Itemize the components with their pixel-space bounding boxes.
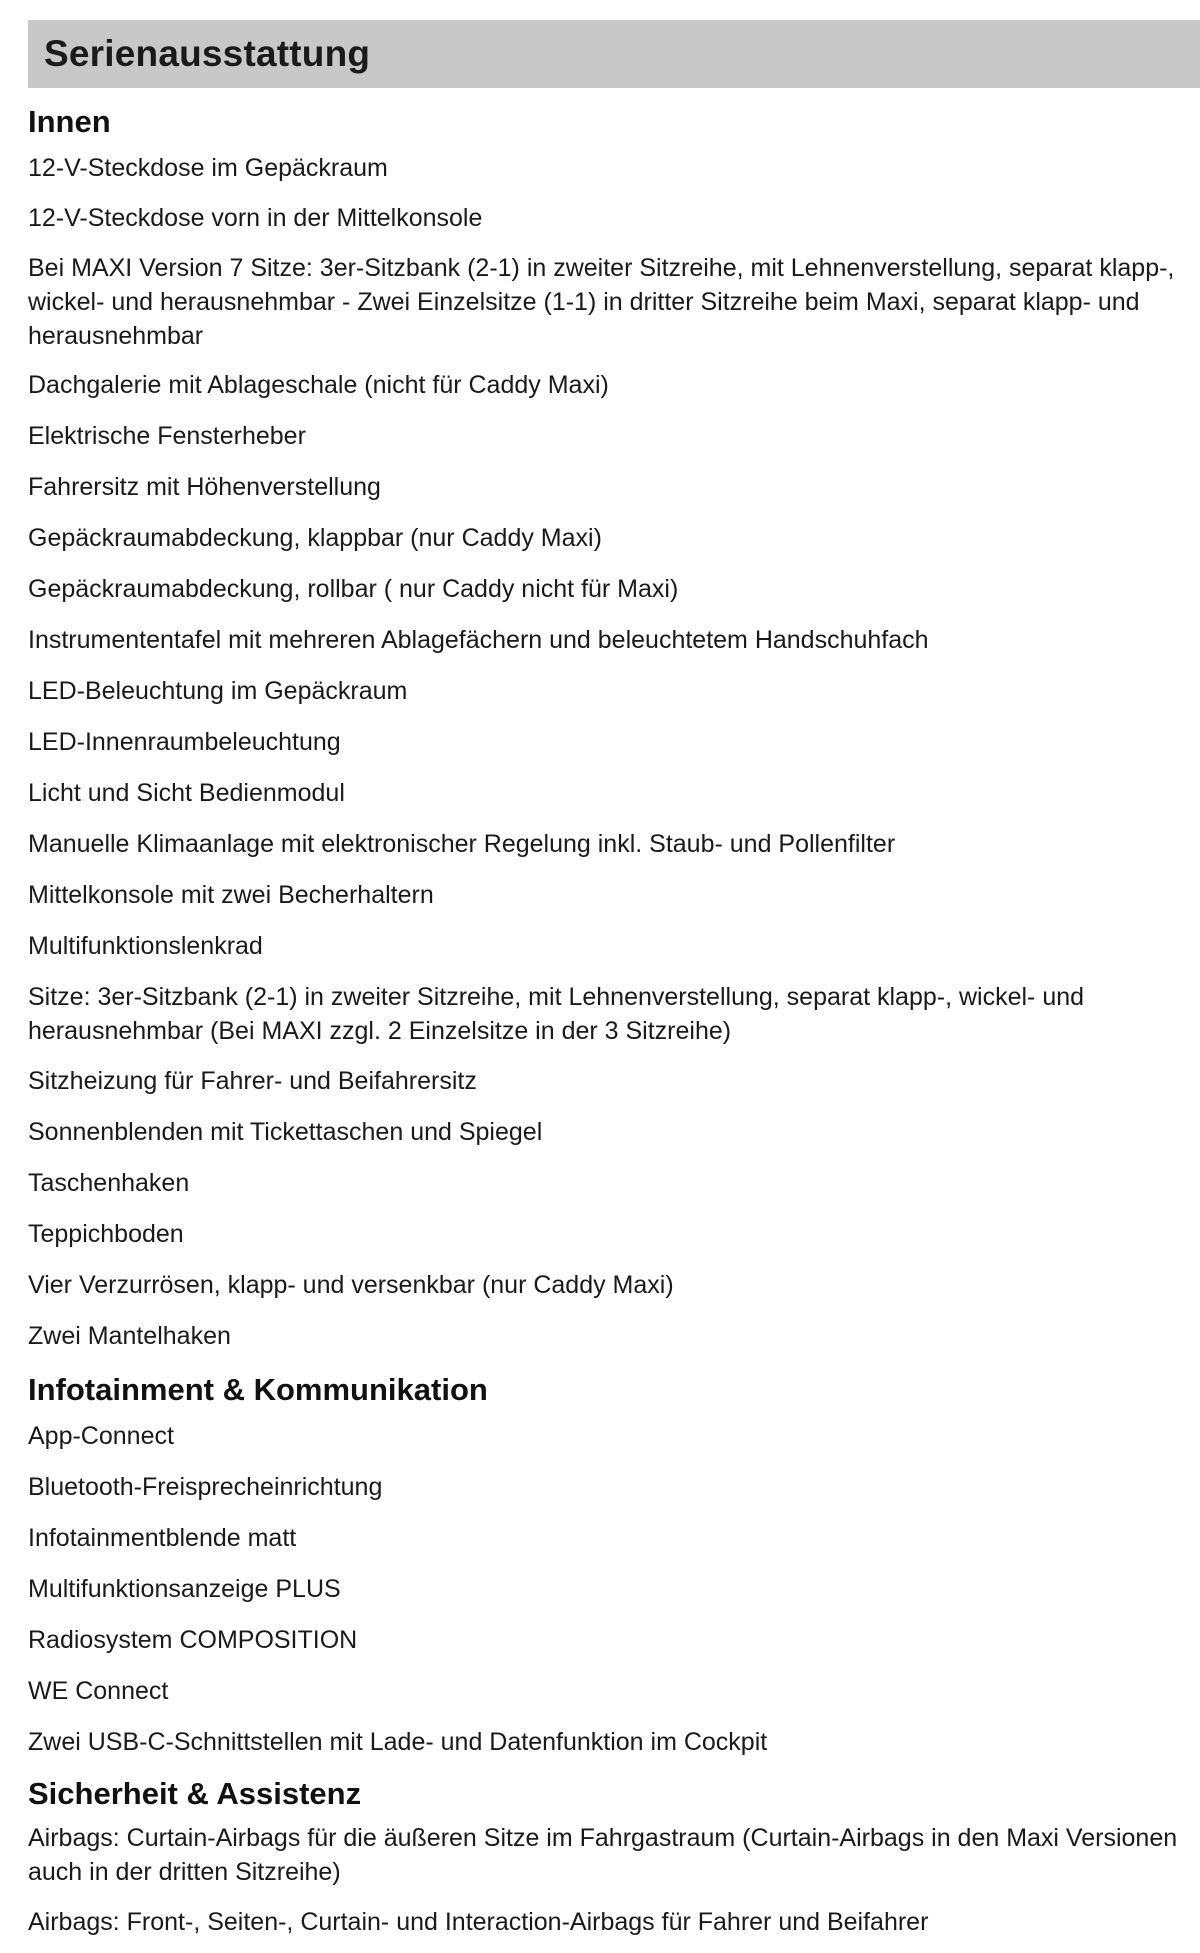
list-item: Sonnenblenden mit Tickettaschen und Spiegel — [28, 1118, 543, 1146]
list-item: Dachgalerie mit Ablageschale (nicht für Caddy Maxi) — [28, 371, 609, 399]
list-item: LED-Innenraumbeleuchtung — [28, 728, 341, 756]
list-item: Vier Verzurrösen, klapp- und versenkbar (nur Caddy Maxi) — [28, 1271, 674, 1299]
list-item: Elektrische Fensterheber — [28, 422, 306, 450]
list-item: Gepäckraumabdeckung, klappbar (nur Caddy Maxi) — [28, 524, 602, 552]
list-item: WE Connect — [28, 1677, 169, 1705]
list-item: Sitzheizung für Fahrer- und Beifahrersitz — [28, 1067, 477, 1095]
list-item: Instrumententafel mit mehreren Ablagefächern und beleuchtetem Handschuhfach — [28, 626, 929, 654]
list-item: Multifunktionsanzeige PLUS — [28, 1575, 341, 1603]
list-item: Manuelle Klimaanlage mit elektronischer Regelung inkl. Staub- und Pollenfilter — [28, 830, 896, 858]
list-item: Zwei Mantelhaken — [28, 1322, 231, 1350]
page-title: Serienausstattung — [44, 33, 371, 74]
list-item: Licht und Sicht Bedienmodul — [28, 779, 345, 807]
list-item: Multifunktionslenkrad — [28, 932, 263, 960]
section-heading-innen: Innen — [28, 104, 111, 139]
list-item: LED-Beleuchtung im Gepäckraum — [28, 677, 408, 705]
section-heading-sicherheit: Sicherheit & Assistenz — [28, 1776, 362, 1811]
list-item: Airbags: Front-, Seiten-, Curtain- und Interaction-Airbags für Fahrer und Beifahrer — [28, 1908, 929, 1936]
list-item: App-Connect — [28, 1422, 174, 1450]
list-item: Bluetooth-Freisprecheinrichtung — [28, 1473, 383, 1501]
list-item: Radiosystem COMPOSITION — [28, 1626, 358, 1654]
list-item: 12-V-Steckdose vorn in der Mittelkonsole — [28, 204, 483, 232]
list-item: Taschenhaken — [28, 1169, 190, 1197]
list-item: Zwei USB-C-Schnittstellen mit Lade- und Datenfunktion im Cockpit — [28, 1728, 768, 1756]
section-heading-infotainment: Infotainment & Kommunikation — [28, 1372, 488, 1407]
list-item: 12-V-Steckdose im Gepäckraum — [28, 154, 388, 182]
list-item: Teppichboden — [28, 1220, 184, 1248]
list-item: Fahrersitz mit Höhenverstellung — [28, 473, 381, 501]
list-item: Gepäckraumabdeckung, rollbar ( nur Caddy nicht für Maxi) — [28, 575, 679, 603]
list-item: Infotainmentblende matt — [28, 1524, 297, 1552]
list-item: Sitze: 3er-Sitzbank (2-1) in zweiter Sitzreihe, mit Lehnenverstellung, separat klapp-, wickel- und herausnehmbar (Bei MAXI zzgl. 2 Einzelsitze in der 3 Sitzreihe) — [28, 983, 1085, 1045]
list-item: Bei MAXI Version 7 Sitze: 3er-Sitzbank (2-1) in zweiter Sitzreihe, mit Lehnenverstellung, separat klapp-, wickel- und herausnehmbar - Zwei Einzelsitze (1-1) in dritter Sitzreihe beim Maxi, separat klapp- und herausnehmbar — [28, 254, 1175, 350]
header-bar — [28, 20, 1200, 88]
list-item: Mittelkonsole mit zwei Becherhaltern — [28, 881, 434, 909]
list-item: Airbags: Curtain-Airbags für die äußeren Sitze im Fahrgastraum (Curtain-Airbags in den Maxi Versionen auch in der dritten Sitzreihe) — [28, 1824, 1178, 1886]
